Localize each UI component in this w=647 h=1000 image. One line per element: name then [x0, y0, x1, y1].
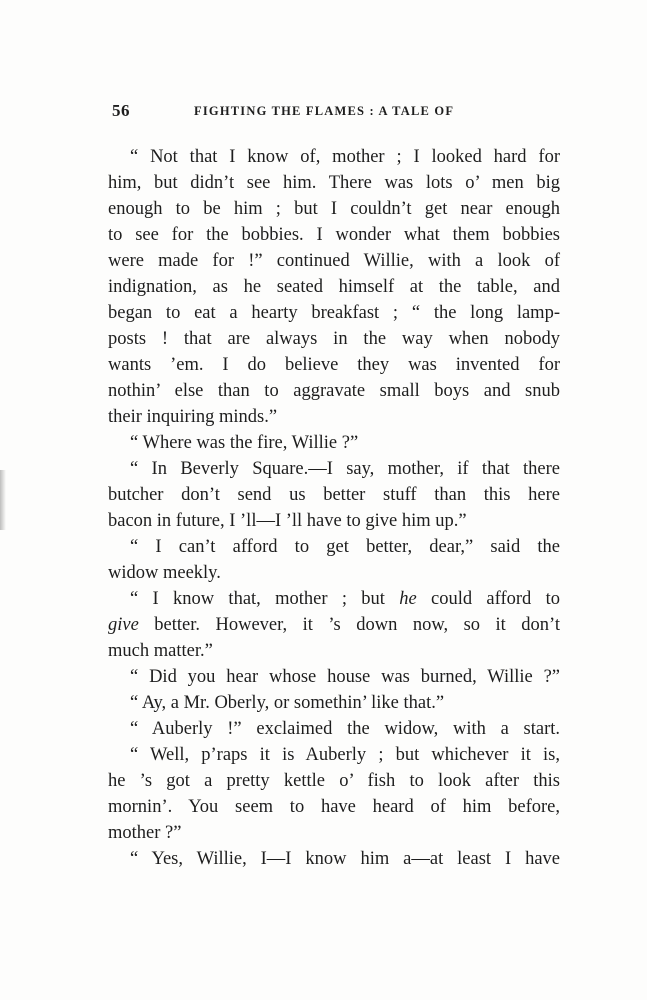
text-line: were made for !” continued Willie, with a look of	[108, 251, 560, 271]
text-line: “ Did you hear whose house was burned, Willie ?”	[130, 667, 560, 687]
text-line: him, but didn’t see him. There was lots o’ men big	[108, 173, 560, 193]
text-line: bacon in future, I ’ll—I ’ll have to give him up.”	[108, 511, 467, 531]
text-line: “ Not that I know of, mother ; I looked hard for	[130, 147, 560, 167]
text-line: butcher don’t send us better stuff than this here	[108, 485, 560, 505]
text-line	[108, 586, 560, 612]
text-line: their inquiring minds.”	[108, 407, 278, 427]
text-line: “ Well, p’raps it is Auberly ; but whichever it is,	[130, 745, 560, 765]
text-segment: “ I know that, mother ; but	[130, 589, 400, 609]
text-line: “ In Beverly Square.—I say, mother, if that there	[130, 459, 560, 479]
text-line: he ’s got a pretty kettle o’ fish to look after this	[108, 771, 560, 791]
text-line: “ Yes, Willie, I—I know him a—at least I have	[130, 849, 560, 869]
text-line: mornin’. You seem to have heard of him before,	[108, 797, 560, 817]
text-line: “ Where was the fire, Willie ?”	[130, 433, 359, 453]
text-line: posts ! that are always in the way when nobody	[108, 329, 560, 349]
text-line: “ I can’t afford to get better, dear,” said the	[130, 537, 560, 557]
body-text	[108, 144, 560, 872]
text-line: widow meekly.	[108, 563, 221, 583]
text-line: wants ’em. I do believe they was invented for	[108, 355, 560, 375]
emphasis-text: he	[399, 589, 417, 609]
text-line: mother ?”	[108, 823, 182, 843]
scan-edge-shadow	[0, 470, 6, 530]
emphasis-text: give	[108, 615, 139, 635]
page-header	[112, 101, 562, 123]
text-line: “ Auberly !” exclaimed the widow, with a start.	[130, 719, 560, 739]
text-line: nothin’ else than to aggravate small boys and snub	[108, 381, 560, 401]
text-line: indignation, as he seated himself at the table, and	[108, 277, 560, 297]
text-line: much matter.”	[108, 641, 213, 661]
text-line: enough to be him ; but I couldn’t get near enough	[108, 199, 560, 219]
text-line: began to eat a hearty breakfast ; “ the long lamp-	[108, 303, 560, 323]
text-line: to see for the bobbies. I wonder what them bobbies	[108, 225, 560, 245]
text-segment: could afford to	[416, 589, 560, 609]
page-number: 56	[112, 101, 130, 120]
text-line: “ Ay, a Mr. Oberly, or somethin’ like that.”	[130, 693, 445, 713]
text-line	[108, 612, 560, 638]
running-head: FIGHTING THE FLAMES : A TALE OF	[194, 104, 455, 118]
text-segment: better. However, it ’s down now, so it don’t	[138, 615, 560, 635]
